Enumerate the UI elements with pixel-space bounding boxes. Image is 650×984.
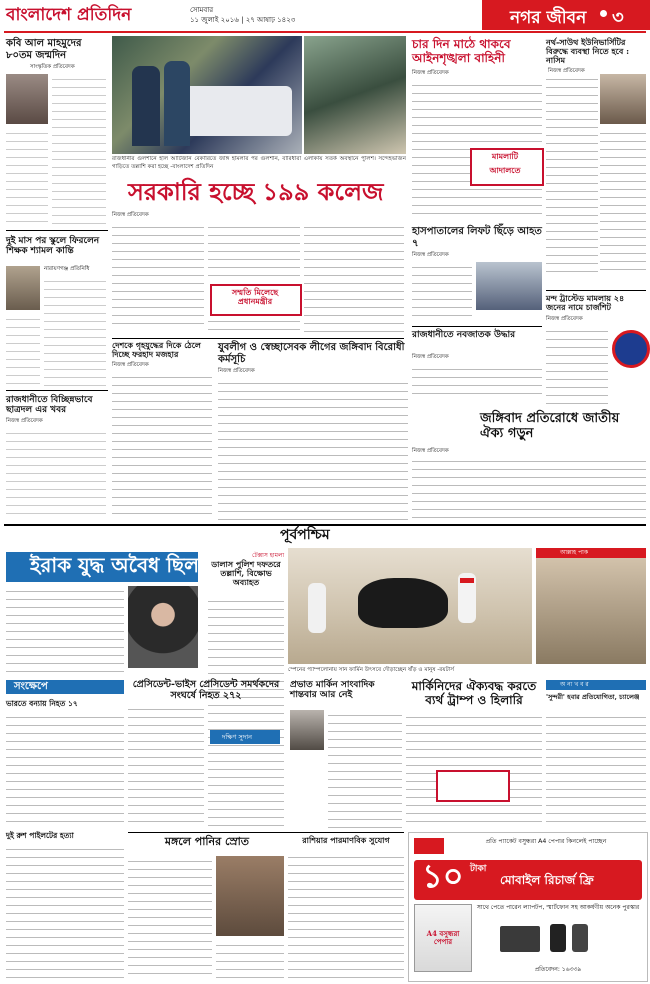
unity-text — [412, 456, 646, 522]
ad-logo-icon — [414, 838, 444, 854]
brief2-head: দুই রুশ পাইলটের হত্যা — [6, 831, 74, 840]
hospital-text — [412, 262, 472, 322]
mars-head: মঙ্গলে পানির স্রোত — [164, 835, 250, 848]
hillary-head: মার্কিনিদের ঐক্যবদ্ধ করতে ব্যর্থ ট্রাম্প ও হিলারি — [411, 679, 537, 707]
hr-label: আল্লাহ পাক — [560, 549, 589, 556]
left-item3-head: রাজধানীতে বিচ্ছিন্নভাবে ছাত্রদল এর খবর — [6, 395, 93, 416]
main-inset: সম্মতি মিলেছে প্রধানমন্ত্রীর — [231, 287, 279, 307]
lead-text — [6, 586, 124, 676]
divider — [112, 338, 404, 339]
runner — [308, 583, 326, 633]
kurdish-head: রাশিয়ার পারমাণবিক সুযোগ — [302, 835, 390, 845]
dallas-text — [208, 596, 284, 746]
brief1-head: ভারতে বন্যায় নিহত ১৭ — [6, 699, 78, 708]
journalist-head: প্রভাত মার্কিন সাংবাদিক শান্তবার আর নেই — [290, 680, 375, 701]
photo-caption: রাজধানীর গুলশানে হলি আর্টিজান বেকারিতে জঙ্গি হামলার পর গুলশান, বারিধারা এলাকায় সতর্ক অবস্থানে পুলিশ। সন্দেহভাজন গাড়িতে তল্লাশি করা হচ্ছে -বাংলাদেশ প্রতিদিন — [112, 156, 406, 170]
main-headline: সরকারি হচ্ছে ১৯৯ কলেজ — [128, 177, 384, 206]
left-item3-byline: নিজস্ব প্রতিবেদক — [6, 418, 43, 424]
ad-amount: ১০ — [422, 857, 464, 895]
capital-body-head: রাজধানীতে নবজাতক উদ্ধার — [412, 330, 516, 340]
right-top-byline: নিজস্ব প্রতিবেদক — [412, 70, 449, 76]
journalist-text — [328, 710, 402, 828]
kurdish-text — [288, 852, 404, 980]
ad-product: A4 বসুন্ধরা পেপার — [426, 929, 460, 947]
left-item2-byline: নারায়ণগঞ্জ প্রতিনিধি — [44, 266, 90, 272]
southsudan-text — [128, 704, 204, 828]
ad-unit: টাকা — [470, 864, 487, 874]
ad-footer: প্রতিবেদন: ১৬৩৩৯ — [534, 966, 582, 973]
dallas-head: ডালাস পুলিশ দফতরে তল্লাশি, বিক্ষোভ অব্যাহত — [211, 559, 281, 588]
main-text-col2b — [208, 316, 300, 336]
youth-league-byline: নিজস্ব প্রতিবেদক — [218, 368, 255, 374]
court-inset-label: মামলাটি — [491, 151, 519, 161]
left-item2-text — [44, 276, 106, 386]
mars-text — [128, 856, 212, 980]
mars-photo — [216, 856, 284, 936]
southsudan-text2 — [208, 748, 284, 828]
police-officer — [132, 66, 160, 146]
bull — [358, 578, 448, 628]
ad-offer: মোবাইল রিচার্জ ফ্রি — [500, 873, 594, 887]
hillary-inset — [436, 770, 510, 802]
capital-body-byline: নিজস্ব প্রতিবেদক — [412, 354, 449, 360]
left-item1-head: কবি আল মাহমুদের ৮০তম জন্মদিন — [6, 38, 82, 61]
brief1-text — [6, 712, 124, 828]
right-photo — [536, 548, 646, 664]
right-top-head: চার দিন মাঠে থাকবে আইনশৃঙ্খলা বাহিনী — [412, 37, 511, 65]
masthead — [0, 0, 650, 30]
prize-laptop-icon — [500, 926, 540, 952]
left-item1-text — [52, 74, 106, 224]
southsudan-tag: দক্ষিণ সুদান — [222, 733, 253, 741]
mars-text2 — [216, 940, 284, 980]
poet-photo — [6, 74, 48, 124]
bull-caption: স্পেনের প্যাম্পলোনায় সান ফার্মিন উৎসবে দৌড়াচ্ছেন ষাঁড় ও মানুষ -রয়টার্স — [288, 667, 455, 673]
box-item-text — [112, 372, 212, 520]
box-item-byline: নিজস্ব প্রতিবেদক — [112, 362, 149, 368]
far-right-head: নর্থ-সাউথ ইউনিভার্সিটির বিরুদ্ধে ব্যবস্থা নিতে হবে : নাসিম — [546, 37, 630, 66]
blue-circle-icon — [612, 330, 650, 368]
main-byline: নিজস্ব প্রতিবেদক — [112, 212, 149, 218]
far-right-byline: নিজস্ব প্রতিবেদক — [548, 68, 585, 74]
main-text-col3 — [304, 222, 404, 336]
unity-byline: নিজস্ব প্রতিবেদক — [412, 448, 449, 454]
hospital-head: হাসপাতালের লিফট ছিঁড়ে আহত ৭ — [412, 226, 542, 249]
southsudan-head: প্রেসিডেন্ট-ভাইস প্রেসিডেন্ট সমর্থকদের সংঘর্ষে নিহত ২৭২ — [132, 679, 280, 701]
left-item2-head: দুই মাস পর স্কুলে ফিরলেন শিক্ষক শ্যামল কান্তি — [6, 236, 100, 257]
brief2-text — [6, 844, 124, 978]
divider — [546, 290, 646, 291]
box-item-head: দেশকে গৃহযুদ্ধের দিকে ঠেলে দিচ্ছে ফরহাদ মজহার — [112, 340, 201, 360]
samkhepe-title: সংক্ষেপে — [14, 681, 48, 692]
left-item1-byline: সাংস্কৃতিক প্রতিবেদক — [30, 64, 75, 70]
page-number: ৩ — [612, 7, 624, 28]
capital-body-text — [412, 364, 542, 400]
masthead-rule — [4, 31, 646, 33]
section-title: নগর জীবন — [510, 8, 587, 28]
police-officer — [164, 61, 190, 146]
bottom-section-title: পূর্বপশ্চিম — [280, 527, 330, 543]
divider — [412, 326, 542, 327]
left-item3-text — [6, 428, 106, 518]
left-item2-text2 — [6, 314, 40, 386]
dallas-kicker: টেক্সাস হামলা — [252, 552, 285, 559]
unity-head: জঙ্গিবাদ প্রতিরোধে জাতীয় ঐক্য গড়ুন — [480, 411, 620, 441]
checkpoint-photo — [304, 36, 406, 154]
police-car — [182, 86, 292, 136]
main-text-col2 — [208, 222, 300, 282]
brand-logo: বাংলাদেশ প্রতিদিন — [6, 5, 132, 25]
far-right-text — [546, 74, 598, 274]
bull-run-photo — [288, 548, 532, 664]
prize-phone-icon — [550, 924, 566, 952]
other-text — [546, 712, 646, 828]
ad-brand-text: প্রতি প্যাকেট বসুন্ধরা A4 পেপার কিনলেই পাচ্ছেন — [485, 838, 607, 845]
date-line: সোমবার — [190, 6, 214, 14]
divider — [6, 390, 108, 391]
journalist-photo — [290, 710, 324, 750]
divider — [6, 230, 108, 231]
hospital-byline: নিজস্ব প্রতিবেদক — [412, 252, 449, 258]
main-text-col1 — [112, 222, 204, 328]
section-rule — [4, 524, 646, 526]
youth-league-text — [218, 378, 408, 520]
youth-league-head: যুবলীগ ও স্বেচ্ছাসেবক লীগের জঙ্গিবাদ বিরোধী কর্মসূচি — [218, 342, 405, 365]
prize-phone-icon — [572, 924, 588, 952]
minister-photo — [600, 74, 646, 124]
left-item1-text2 — [6, 128, 48, 224]
far-right-text2 — [600, 128, 646, 274]
court-inset-text: আদালতে — [489, 165, 521, 175]
police-search-photo — [112, 36, 302, 154]
far-right-mid-head: মন্দ ট্রাস্টেড মামলায় ২৪ জনের নামে চার্জশিট — [546, 293, 625, 313]
ad-tagline: সাথে পেতে পারেন ল্যাপটপ, স্মার্টফোন সহ আকর্ষণীয় অনেক পুরস্কার — [476, 904, 640, 911]
red-scarf — [460, 578, 474, 583]
meeting-photo — [476, 262, 542, 310]
far-right-mid-byline: নিজস্ব প্রতিবেদক — [546, 316, 583, 322]
prescott-photo — [128, 586, 198, 668]
other-label: অ ন্য খ ব র — [560, 681, 589, 688]
date-sub: ১১ জুলাই ২০১৬ | ২৭ আষাঢ় ১৪২৩ — [190, 16, 296, 24]
lead-head: ইরাক যুদ্ধ অবৈধ ছিল — [30, 553, 200, 577]
far-right-mid-text — [546, 326, 608, 406]
bullet-icon — [600, 10, 607, 17]
divider — [128, 832, 404, 833]
other-item: 'সুন্দরী' হবার প্রতিযোগিতা, চ্যালেঞ্জ — [546, 693, 640, 701]
teacher-photo — [6, 266, 40, 310]
hr-label-bar — [536, 548, 646, 558]
